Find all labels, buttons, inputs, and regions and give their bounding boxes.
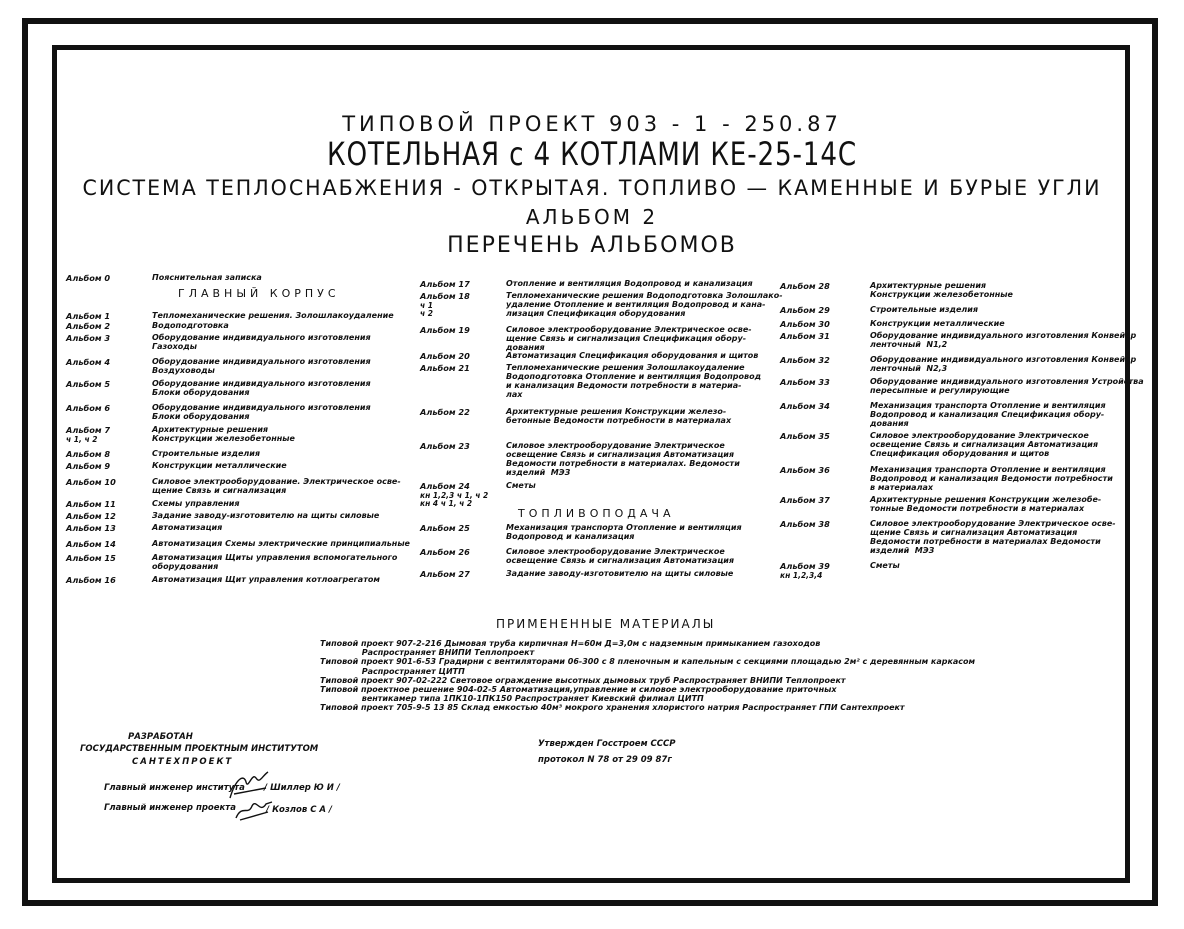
album-number-label: Альбом 28	[780, 281, 830, 291]
album-description: Оборудование индивидуального изготовления Воздуховоды	[152, 357, 371, 375]
album-number-label: Альбом 7	[66, 425, 111, 435]
approval-block	[538, 736, 675, 768]
institute-line: ГОСУДАРСТВЕННЫМ ПРОЕКТНЫМ ИНСТИТУТОМ	[80, 744, 319, 755]
section-header: ТОПЛИВОПОДАЧА	[518, 507, 675, 520]
album-description: Автоматизация Щиты управления вспомогательного оборудования	[152, 553, 398, 571]
section-header: ГЛАВНЫЙ КОРПУС	[178, 287, 340, 300]
album-number-label: Альбом 0	[66, 273, 111, 283]
chief-engineer-label: Главный инженер института	[104, 783, 245, 793]
material-line: Типовой проект 907-2-216 Дымовая труба кирпичная Н=60м Д=3,0м с надземным примыканием газоходов	[320, 639, 821, 648]
album-description: Конструкции металлические	[870, 319, 1005, 328]
album-number-label: Альбом 16	[66, 575, 116, 585]
album-number-label: Альбом 17	[420, 279, 470, 289]
material-line: Типовой проектное решение 904-02-5 Автоматизация,управление и силовое электрооборудование приточных	[320, 684, 837, 694]
album-description: Архитектурные решения Конструкции железобетонные	[152, 425, 295, 443]
material-line: Типовой проект 705-9-5 13 85 Склад емкостью 40м³ мокрого хранения хлористого натрия Распространяет ГПИ Сантехпроект	[320, 703, 905, 713]
developer-block	[80, 731, 318, 768]
album-number-label: Альбом 32	[780, 355, 830, 365]
chief-engineer-name: / Шиллер Ю И /	[264, 783, 340, 793]
album-description: Силовое электрооборудование Электрическое осве- щение Связь и сигнализация Автоматизация Ведомости потребности в материалах Ведомости изделий МЭЗ	[870, 519, 1116, 555]
album-column-2	[420, 279, 783, 590]
album-number-label: Альбом 5	[66, 379, 111, 389]
album-description: Силовое электрооборудование Электрическое освещение Связь и сигнализация Автоматизация Ведомости потребности в материалах. Ведомости изделий МЭЗ	[506, 441, 740, 477]
album-number-label: Альбом 10	[66, 477, 116, 487]
album-number-label: Альбом 35	[780, 431, 830, 441]
album-number-label: Альбом 30	[780, 319, 830, 329]
project-number-title: ТИПОВОЙ ПРОЕКТ 903 - 1 - 250.87	[342, 112, 842, 136]
album-description: Тепломеханические решения Золошлакоудаление Водоподготовка Отопление и вентиляция Водопровод и канализация Ведомости потребности в материа- лах	[506, 363, 762, 399]
album-number-label: Альбом 15	[66, 553, 116, 563]
album-part-label: кн 1,2,3 ч 1, ч 2 кн 4 ч 1, ч 2	[420, 491, 489, 509]
institute-name: САНТЕХПРОЕКТ	[132, 756, 234, 767]
album-description: Силовое электрооборудование Электрическое освещение Связь и сигнализация Автоматизация	[506, 547, 734, 565]
material-line: Типовой проект 907-02-222 Световое ограждение высотных дымовых труб Распространяет ВНИПИ Теплопроект	[320, 675, 846, 685]
album-description: Оборудование индивидуального изготовления Блоки оборудования	[152, 379, 371, 397]
album-description: Строительные изделия	[870, 305, 979, 314]
album-number-label: Альбом 24	[420, 481, 470, 491]
album-description: Конструкции металлические	[152, 461, 287, 470]
album-description: Силовое электрооборудование Электрическое осве- щение Связь и сигнализация Спецификация обору- дования	[506, 325, 752, 352]
protocol-line: протокол N 78 от 29 09 87г	[538, 755, 672, 766]
album-number-label: Альбом 11	[66, 499, 116, 509]
album-description: Строительные изделия	[152, 449, 261, 458]
album-description: Тепломеханические решения. Золошлакоудаление	[152, 311, 394, 320]
album-description: Задание заводу-изготовителю на щиты силовые	[506, 569, 734, 578]
album-description: Механизация транспорта Отопление и вентиляция Водопровод и канализация Спецификация обору- дования	[870, 401, 1106, 428]
album-number-label: Альбом 34	[780, 401, 830, 411]
album-description: Оборудование индивидуального изготовления Газоходы	[152, 333, 371, 351]
album-number-label: Альбом 21	[420, 363, 470, 373]
album-description: Автоматизация Схемы электрические принципиальные	[152, 539, 410, 548]
album-number-label: Альбом 3	[66, 333, 111, 343]
album-description: Архитектурные решения Конструкции железобетонные	[870, 281, 1013, 299]
materials-list	[320, 639, 975, 713]
album-description: Механизация транспорта Отопление и вентиляция Водопровод и канализация Ведомости потребности в материалах	[870, 465, 1113, 492]
album-number-label: Альбом 1	[66, 311, 111, 321]
album-description: Сметы	[506, 481, 536, 490]
album-description: Отопление и вентиляция Водопровод и канализация	[506, 279, 753, 288]
album-description: Водоподготовка	[152, 321, 229, 330]
album-number-label: Альбом 12	[66, 511, 116, 521]
album-number-label: Альбом 38	[780, 519, 830, 529]
album-number: АЛЬБОМ 2	[525, 205, 659, 229]
album-description: Автоматизация Щит управления котлоагрегатом	[152, 575, 380, 584]
material-line: Типовой проект 901-6-53 Градирни с вентиляторами 06-300 с 8 пленочным и капельным с секциями площадью 2м² с деревянным каркасом	[320, 657, 976, 667]
album-description: Схемы управления	[152, 499, 240, 508]
developed-label: РАЗРАБОТАН	[128, 732, 193, 742]
album-list-title: ПЕРЕЧЕНЬ АЛЬБОМОВ	[447, 233, 737, 258]
album-description: Оборудование индивидуального изготовления Устройства пересыпные и регулирующие	[870, 377, 1144, 395]
album-number-label: Альбом 31	[780, 331, 830, 341]
album-description: Оборудование индивидуального изготовления Блоки оборудования	[152, 403, 371, 421]
album-description: Архитектурные решения Конструкции железо- бетонные Ведомости потребности в материалах	[506, 407, 732, 425]
album-description: Силовое электрооборудование Электрическое освещение Связь и сигнализация Автоматизация Спецификация оборудования и щитов	[870, 431, 1098, 458]
album-number-label: Альбом 20	[420, 351, 470, 361]
chief-project-name: / Козлов С А /	[266, 805, 333, 815]
material-line: вентикамер типа 1ПК10-1ПК150 Распространяет Киевский филиал ЦИТП	[320, 694, 704, 704]
album-number-label: Альбом 14	[66, 539, 116, 549]
album-description: Силовое электрооборудование. Электрическое осве- щение Связь и сигнализация	[152, 477, 401, 495]
album-description: Архитектурные решения Конструкции железобе- тонные Ведомости потребности в материалах	[870, 495, 1102, 513]
album-part-label: ч 1, ч 2	[66, 435, 98, 444]
album-number-label: Альбом 27	[420, 569, 470, 579]
boiler-house-title: КОТЕЛЬНАЯ с 4 КОТЛАМИ КЕ-25-14С	[327, 135, 857, 173]
album-number-label: Альбом 8	[66, 449, 111, 459]
album-column-1	[66, 274, 411, 594]
album-column-3	[780, 281, 1144, 592]
heating-system-subtitle: СИСТЕМА ТЕПЛОСНАБЖЕНИЯ - ОТКРЫТАЯ. ТОПЛИВО — КАМЕННЫЕ И БУРЫЕ УГЛИ	[82, 176, 1102, 200]
album-number-label: Альбом 23	[420, 441, 470, 451]
album-number-label: Альбом 29	[780, 305, 830, 315]
album-number-label: Альбом 18	[420, 291, 470, 301]
album-number-label: Альбом 39	[780, 561, 830, 571]
album-number-label: Альбом 13	[66, 523, 116, 533]
materials-title: ПРИМЕНЕННЫЕ МАТЕРИАЛЫ	[496, 617, 716, 631]
album-description: Пояснительная записка	[152, 273, 262, 282]
album-description: Задание заводу-изготовителю на щиты силовые	[152, 511, 380, 520]
album-number-label: Альбом 37	[780, 495, 830, 505]
album-description: Оборудование индивидуального изготовления Конвейер ленточный N2,3	[870, 355, 1137, 373]
approved-by: Утвержден Госстроем СССР	[538, 739, 676, 749]
album-number-label: Альбом 6	[66, 403, 111, 413]
signature-kozlov	[234, 796, 274, 824]
album-description: Механизация транспорта Отопление и вентиляция Водопровод и канализация	[506, 523, 742, 541]
album-number-label: Альбом 9	[66, 461, 111, 471]
album-description: Тепломеханические решения Водоподготовка Золошлако- удаление Отопление и вентиляция Водопровод и кана- лизация Спецификация оборудования	[506, 291, 783, 318]
chief-project-label: Главный инженер проекта	[104, 803, 236, 813]
album-description: Автоматизация	[152, 523, 223, 532]
album-description: Оборудование индивидуального изготовления Конвейер ленточный N1,2	[870, 331, 1137, 349]
album-number-label: Альбом 19	[420, 325, 470, 335]
album-number-label: Альбом 26	[420, 547, 470, 557]
album-part-label: кн 1,2,3,4	[780, 571, 823, 580]
album-number-label: Альбом 4	[66, 357, 111, 367]
album-description: Сметы	[870, 561, 900, 570]
album-number-label: Альбом 36	[780, 465, 830, 475]
album-number-label: Альбом 2	[66, 321, 111, 331]
album-number-label: Альбом 22	[420, 407, 470, 417]
album-part-label: ч 1 ч 2	[420, 301, 433, 319]
album-number-label: Альбом 25	[420, 523, 470, 533]
album-number-label: Альбом 33	[780, 377, 830, 387]
material-line: Распространяет ВНИПИ Теплопроект	[320, 648, 535, 658]
album-description: Автоматизация Спецификация оборудования и щитов	[506, 351, 759, 360]
material-line: Распространяет ЦИТП	[320, 666, 465, 676]
